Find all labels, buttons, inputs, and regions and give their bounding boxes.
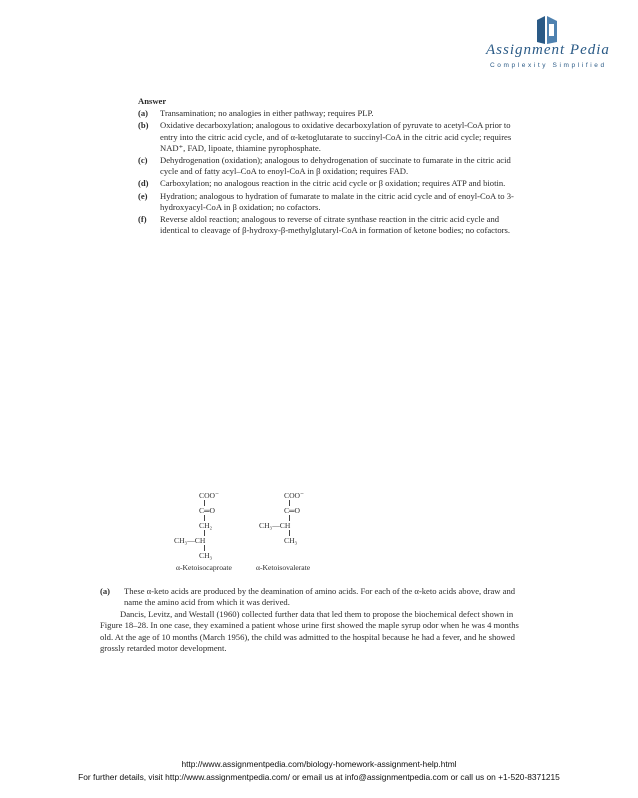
right-carbonyl: C═O xyxy=(284,506,300,515)
left-methine: CH₃—CH xyxy=(174,536,206,545)
left-methyl: CH₃ xyxy=(199,551,213,560)
case-paragraph: Dancis, Levitz, and Westall (1960) collected further data that led them to propose the biochemical defect shown in Figure 18–28. In one case, they examined a patient whose urine first showed the maple syrup odor when he was 4 months old. At the age of 10 months (March 1956), the child was admitted to the hospital because he had a fever, and he showed grossly retarded motor development. xyxy=(100,608,519,654)
answer-item-c xyxy=(138,155,523,177)
question-label: (a) xyxy=(100,586,111,596)
answer-label: (e) xyxy=(138,190,148,201)
answer-text: Hydration; analogous to hydration of fumarate to malate in the citric acid cycle and of enoyl-CoA to 3-hydroxyacyl-CoA in β oxidation; no cofactors. xyxy=(160,190,514,212)
right-methyl: CH₃ xyxy=(284,536,298,545)
footer-contact: For further details, visit http://www.assignmentpedia.com/ or email us at info@assignmentpedia.com or call us on +1-520-8371215 xyxy=(78,772,560,782)
answer-label: (f) xyxy=(138,214,147,225)
answer-item-a xyxy=(138,108,523,119)
answer-item-b xyxy=(138,120,523,154)
question-item-a xyxy=(100,586,530,609)
answer-text: Dehydrogenation (oxidation); analogous to dehydrogenation of succinate to fumarate in the citric acid cycle and of fatty acyl–CoA to enoyl-CoA in β oxidation; requires FAD. xyxy=(160,155,511,177)
answer-item-e xyxy=(138,191,523,213)
logo-brand-text: Assignment Pedia xyxy=(486,42,610,58)
right-structure-name: α-Ketoisovalerate xyxy=(256,563,311,572)
assignmentpedia-logo xyxy=(474,14,624,74)
left-carbonyl: C═O xyxy=(199,506,215,515)
right-carboxylate: COO⁻ xyxy=(284,491,305,500)
answer-label: (c) xyxy=(138,155,148,166)
answer-text: Transamination; no analogies in either pathway; requires PLP. xyxy=(160,108,374,119)
answer-text: Reverse aldol reaction; analogous to reverse of citrate synthase reaction in the citric acid cycle and identical to cleavage of β-hydroxy-β-methylglutaryl-CoA in formation of ketone bodies; no cofactors. xyxy=(160,214,511,236)
question-text: These α-keto acids are produced by the deamination of amino acids. For each of the α-keto acids above, draw and name the amino acid from which it was derived. xyxy=(124,586,516,608)
logo-tagline: Complexity Simplified xyxy=(490,62,607,69)
answer-label: (a) xyxy=(138,108,149,119)
question-section xyxy=(100,586,530,663)
answer-item-f xyxy=(138,214,523,236)
answer-text: Carboxylation; no analogous reaction in the citric acid cycle or β oxidation; requires ATP and biotin. xyxy=(160,178,506,189)
answer-label: (b) xyxy=(138,120,149,131)
left-methylene: CH₂ xyxy=(199,521,213,530)
answer-item-d xyxy=(138,178,523,189)
left-carboxylate: COO⁻ xyxy=(199,491,220,500)
answer-label: (d) xyxy=(138,178,149,189)
answer-section xyxy=(138,96,523,237)
footer-url[interactable]: http://www.assignmentpedia.com/biology-homework-assignment-help.html xyxy=(181,759,457,769)
right-methine: CH₃—CH xyxy=(259,521,291,530)
left-structure-name: α-Ketoisocaproate xyxy=(176,563,232,572)
answer-heading: Answer xyxy=(138,96,167,106)
answer-text: Oxidative decarboxylation; analogous to oxidative decarboxylation of pyruvate to acetyl-CoA prior to entry into the citric acid cycle, and of α-ketoglutarate to succinyl-CoA in the citric acid cycle; requires NAD⁺, FAD, lipoate, thiamine pyrophosphate. xyxy=(160,120,512,153)
